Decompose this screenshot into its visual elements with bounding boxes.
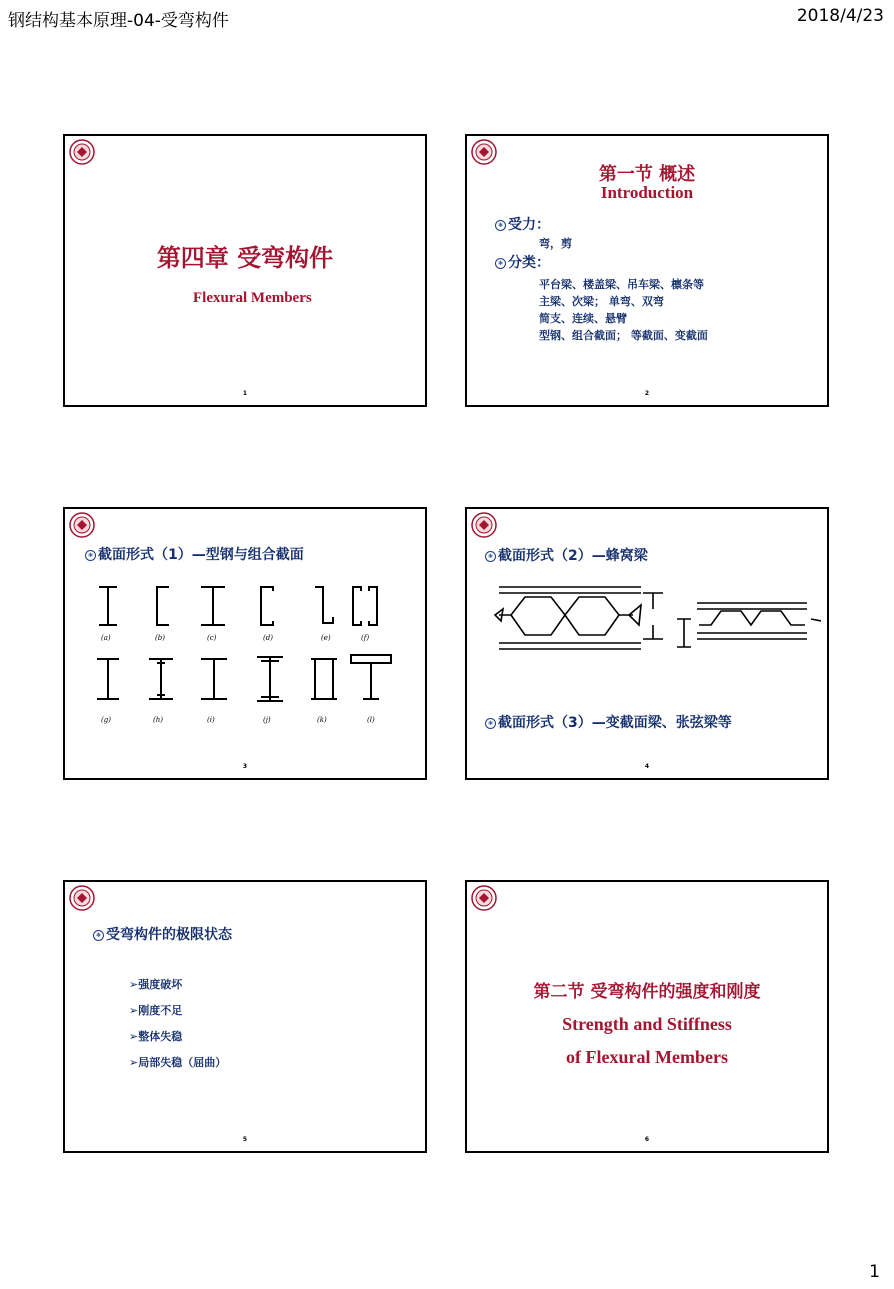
box-section-k bbox=[311, 659, 337, 699]
slide-title-cn: 第一节 概述 bbox=[598, 164, 696, 185]
bullet-force: ❃ 受力： bbox=[495, 214, 550, 234]
bullet-icon: ❃ bbox=[85, 550, 96, 561]
label-a: (a) bbox=[101, 634, 111, 642]
slide-number: 1 bbox=[242, 390, 248, 397]
classify-line-1: 平台梁、楼盖梁、吊车梁、檩条等 bbox=[539, 278, 704, 291]
slide-6 bbox=[465, 880, 829, 1153]
bullet-icon: ❃ bbox=[495, 220, 506, 231]
bullet-force-sub: 弯，剪 bbox=[539, 237, 572, 250]
bullet-icon: ❃ bbox=[93, 930, 104, 941]
i-beam-section-a bbox=[99, 587, 117, 625]
label-c: (c) bbox=[207, 634, 217, 642]
slide-heading: ❃ 截面形式（1）—型钢与组合截面 bbox=[85, 544, 304, 564]
slide-heading-2: ❃ 截面形式（3）—变截面梁、张弦梁等 bbox=[485, 712, 732, 732]
university-logo-icon bbox=[69, 139, 95, 165]
limit-state-item-3: ➢整体失稳 bbox=[129, 1030, 183, 1043]
slide-1 bbox=[63, 134, 427, 407]
label-b: (b) bbox=[155, 634, 165, 642]
i-beam-section-c bbox=[201, 587, 225, 625]
page-number: 1 bbox=[869, 1262, 880, 1282]
slide-number: 5 bbox=[242, 1136, 248, 1143]
welded-i-section-i bbox=[201, 659, 227, 699]
university-logo-icon bbox=[69, 512, 95, 538]
label-i: (i) bbox=[207, 716, 215, 724]
slide-title-en-1: Strength and Stiffness bbox=[562, 1014, 732, 1034]
label-f: (f) bbox=[361, 634, 370, 642]
university-logo-icon bbox=[471, 885, 497, 911]
label-j: (j) bbox=[263, 716, 271, 724]
slide-3 bbox=[63, 507, 427, 780]
bullet-classify: ❃ 分类： bbox=[495, 252, 550, 272]
classify-line-2: 主梁、次梁； 单弯、双弯 bbox=[539, 295, 664, 308]
slide-number: 2 bbox=[644, 390, 650, 397]
slide-number: 3 bbox=[242, 763, 248, 770]
slide-number: 6 bbox=[644, 1136, 650, 1143]
castellated-beam-diagram bbox=[491, 575, 821, 665]
slide-title-en: Introduction bbox=[600, 183, 694, 202]
limit-state-item-2: ➢刚度不足 bbox=[129, 1004, 183, 1017]
channel-section-b bbox=[157, 587, 169, 625]
classify-line-3: 简支、连续、悬臂 bbox=[539, 312, 627, 325]
classify-line-4: 型钢、组合截面； 等截面、变截面 bbox=[539, 329, 708, 342]
bullet-icon: ❃ bbox=[485, 551, 496, 562]
label-e: (e) bbox=[321, 634, 331, 642]
label-g: (g) bbox=[101, 716, 111, 724]
slide-heading: ❃ 受弯构件的极限状态 bbox=[93, 924, 232, 944]
slide-number: 4 bbox=[644, 763, 650, 770]
limit-state-item-4: ➢局部失稳（屈曲） bbox=[129, 1056, 227, 1069]
label-h: (h) bbox=[153, 716, 163, 724]
university-logo-icon bbox=[69, 885, 95, 911]
slide-2 bbox=[465, 134, 829, 407]
section-shapes-diagram bbox=[89, 583, 399, 733]
label-d: (d) bbox=[263, 634, 273, 642]
document-title: 钢结构基本原理-04-受弯构件 bbox=[8, 11, 229, 31]
double-channel-section-f bbox=[353, 587, 377, 625]
composite-t-section-l bbox=[351, 655, 391, 699]
limit-state-item-1: ➢强度破坏 bbox=[129, 978, 183, 991]
welded-i-section-g bbox=[97, 659, 119, 699]
lipped-channel-section-d bbox=[261, 587, 273, 625]
slide-title-cn: 第二节 受弯构件的强度和刚度 bbox=[533, 982, 761, 1002]
label-k: (k) bbox=[317, 716, 327, 724]
slide-5 bbox=[63, 880, 427, 1153]
riveted-section-j bbox=[257, 657, 283, 701]
z-section-e bbox=[315, 587, 333, 623]
document-date: 2018/4/23 bbox=[796, 6, 884, 26]
bullet-icon: ❃ bbox=[495, 258, 506, 269]
bullet-icon: ❃ bbox=[485, 718, 496, 729]
slide-title-cn: 第四章 受弯构件 bbox=[156, 244, 334, 272]
label-l: (l) bbox=[367, 716, 375, 724]
slide-title-en-2: of Flexural Members bbox=[566, 1047, 728, 1067]
bolted-i-section-h bbox=[149, 659, 173, 699]
slide-title-en: Flexural Members bbox=[193, 290, 312, 306]
university-logo-icon bbox=[471, 512, 497, 538]
slide-heading-1: ❃ 截面形式（2）—蜂窝梁 bbox=[485, 545, 648, 565]
slide-4 bbox=[465, 507, 829, 780]
